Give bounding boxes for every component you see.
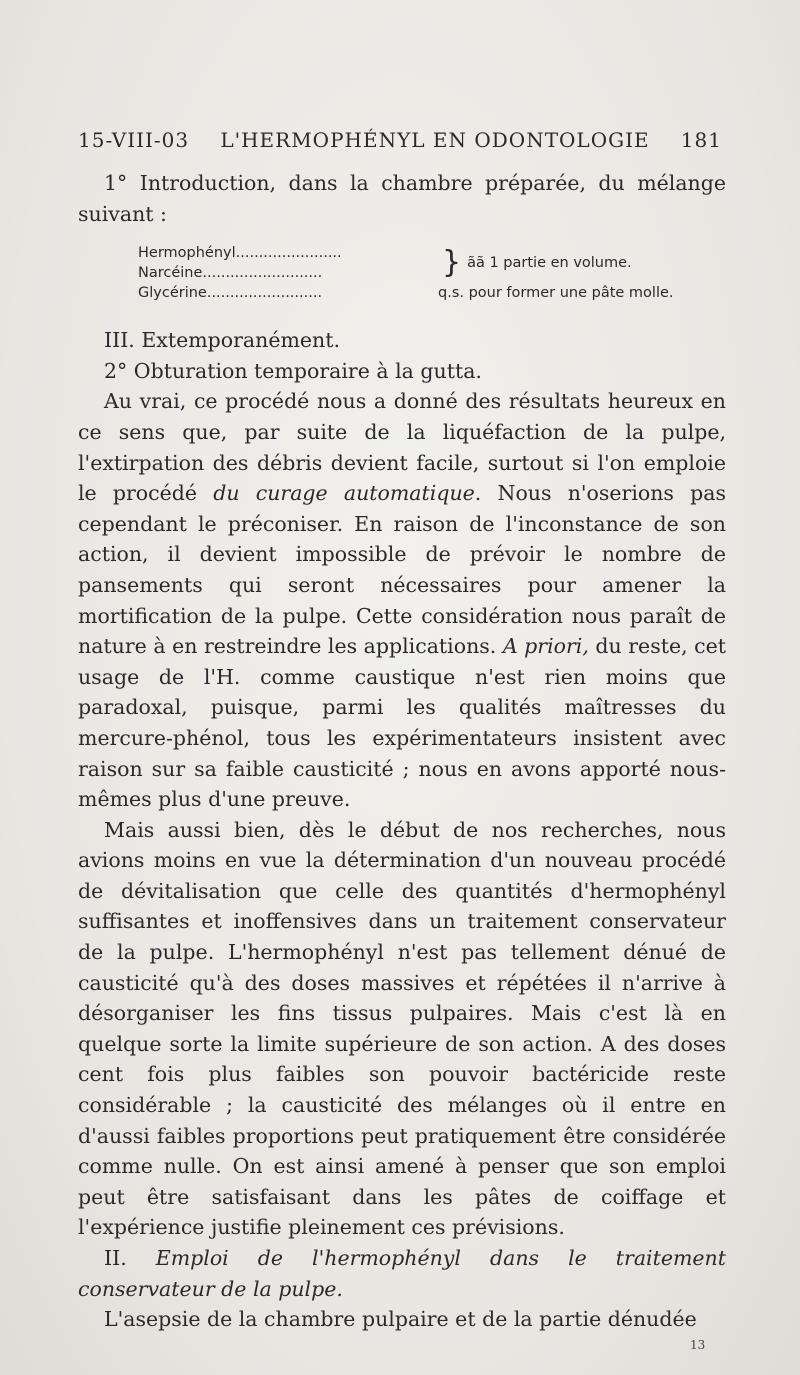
formula-quantity-glycerine: q.s. pour former une pâte molle. — [438, 285, 674, 302]
section-heading — [78, 1243, 726, 1304]
page-body — [78, 168, 726, 1335]
formula-row-glycerine — [138, 283, 728, 303]
paragraph-au-vrai — [78, 386, 726, 814]
text-run: . Nous n'oserions pas cependant le préconiser. En raison de l'inconstance de son action, il devient impossible de prévoir le nombre de pansements qui seront nécessaires pour amener la mortification de la pulpe. Cette considération nous paraît de nature à en restreindre les applications. — [78, 481, 726, 659]
paragraph-extemporanement: III. Extemporanément. — [104, 328, 341, 353]
formula-quantity-group: ãã 1 partie en volume. — [467, 255, 632, 272]
header-date: 15-VIII-03 — [78, 128, 190, 152]
italic-run: A priori, — [502, 634, 589, 659]
paragraph-obturation: 2° Obturation temporaire à la gutta. — [104, 358, 482, 383]
running-header — [78, 128, 722, 152]
header-title: L'HERMOPHÉNYL EN ODONTOLOGIE — [220, 128, 650, 152]
formula-item-glycerine: Glycérine......................... — [138, 285, 323, 302]
formula-item-hermophenyl: Hermophényl....................... — [138, 245, 342, 262]
formula-item-narceine: Narcéine.......................... — [138, 265, 323, 282]
italic-run: du curage automatique — [213, 481, 475, 506]
text-run: du reste, cet usage de l'H. comme caustique n'est rien moins que paradoxal, puisque, parmi les qualités maîtresses du mercure-phénol, tous les expérimentateurs insistent avec raison sur sa faible causticité ; nous en avons apporté nous-mêmes plus d'une preuve. — [78, 634, 726, 812]
section-number: II. — [104, 1246, 156, 1270]
signature-mark: 13 — [690, 1338, 706, 1352]
formula-block — [138, 243, 728, 303]
paragraph-asepsie: L'asepsie de la chambre pulpaire et de la partie dénudée — [104, 1307, 697, 1332]
text-run: Au vrai, ce procédé nous a donné des résultats heureux en ce sens que, par suite de la liquéfaction de la pulpe, l'extirpation des débris devient facile, surtout si l'on emploie le procédé — [78, 389, 726, 506]
section-title: Emploi de l'hermophényl dans le traitement conservateur de la pulpe. — [78, 1246, 726, 1301]
page-number: 181 — [680, 128, 722, 152]
formula-group — [138, 243, 728, 283]
paragraph-mais-aussi: Mais aussi bien, dès le début de nos recherches, nous avions moins en vue la détermination d'un nouveau procédé de dévitalisation que celle des quantités d'hermophényl suffisantes et inoffensives dans un traitement conservateur de la pulpe. L'hermophényl n'est pas tellement dénué de causticité qu'à des doses massives et répétées il n'arrive à désorganiser les fins tissus pulpaires. Mais c'est là en quelque sorte la limite supérieure de son action. A des doses cent fois plus faibles son pouvoir bactéricide reste considérable ; la causticité des mélanges où il entre en d'aussi faibles proportions peut pratiquement être considérée comme nulle. On est ainsi amené à penser que son emploi peut être satisfaisant dans les pâtes de coiffage et l'expérience justifie pleinement ces prévisions. — [78, 817, 726, 1240]
brace-icon: } — [442, 245, 462, 281]
intro-paragraph: 1° Introduction, dans la chambre préparée, du mélange suivant : — [78, 171, 726, 226]
